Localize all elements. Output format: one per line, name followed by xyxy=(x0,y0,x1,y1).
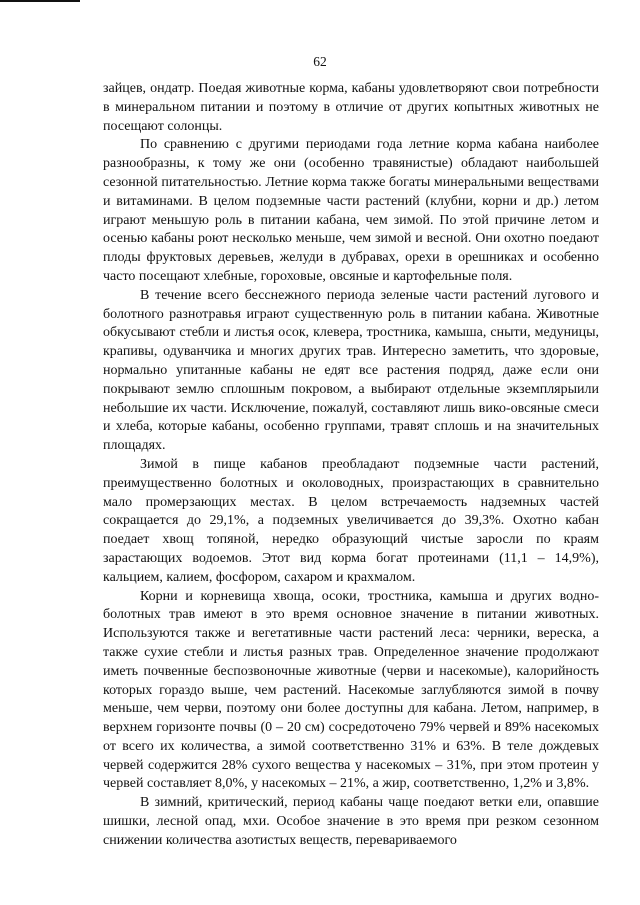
paragraph-6: В зимний, критический, период кабаны чаще поедают ветки ели, опавшие шишки, лесной опад, мхи. Особое значение в это время при резком сезонном снижении количества азотистых веществ, перевариваемого xyxy=(103,795,599,848)
page-body xyxy=(103,80,599,851)
paragraph-1: зайцев, ондатр. Поедая животные корма, кабаны удовлетворяют свои потребности в минеральном питании и поэтому в отличие от других копытных животных не посещают солонцы. xyxy=(103,81,599,134)
paragraph-3: В течение всего бесснежного периода зеленые части растений лугового и болотного разнотравья играют существенную роль в питании кабана. Животные обкусывают стебли и листья осок, клевера, тростника, камыша, сныти, медуницы, крапивы, одуванчика и многих других трав. Интересно заметить, что здоровые, нормально упитанные кабаны не едят все растения подряд, даже если они покрывают землю сплошным покровом, а выбирают отдельные экземплярыили небольшие их части. Исключение, пожалуй, составляют лишь вико-овсяные смеси и хлеба, которые кабаны, особенно группами, травят сплошь и на значительных площадях. xyxy=(103,287,599,454)
scan-edge-mark xyxy=(0,0,80,2)
paragraph-5: Корни и корневища хвоща, осоки, тростника, камыша и других водно-болотных трав имеют в это время основное значение в питании животных. Используются также и вегетативные части растений леса: черники, вереска, а также сухие стебли и листья разных трав. Определенное значение продолжают иметь почвенные беспозвоночные животные (черви и насекомые), калорийность которых гораздо выше, чем растений. Насекомые заглубляются зимой в почву меньше, чем черви, поэтому они более доступны для кабана. Летом, например, в верхнем горизонте почвы (0 – 20 см) сосредоточено 79% червей и 89% насекомых от всего их количества, а зимой соответственно 31% и 63%. В теле дождевых червей содержится 28% сухого вещества у насекомых – 31%, при этом протеин у червей составляет 8,0%, у насекомых – 21%, а жир, соответственно, 1,2% и 3,8%. xyxy=(103,588,599,792)
paragraph-4: Зимой в пище кабанов преобладают подземные части растений, преимущественно болотных и околоводных, произрастающих в сравнительно мало промерзающих местах. В целом встречаемость надземных частей сокращается до 29,1%, а подземных увеличивается до 39,3%. Охотно кабан поедает хвощ топяной, нередко образующий чистые заросли по краям зарастающих водоемов. Этот вид корма богат протеинами (11,1 – 14,9%), кальцием, калием, фосфором, сахаром и крахмалом. xyxy=(103,456,599,585)
page-number: 62 xyxy=(313,54,327,69)
paragraph-2: По сравнению с другими периодами года летние корма кабана наиболее разнообразны, к тому же они (особенно травянистые) обладают наибольшей сезонной питательностью. Летние корма также богаты минеральными веществами и витаминами. В целом подземные части растений (клубни, корни и др.) летом играют меньшую роль в питании кабана, чем зимой. По этой причине летом и осенью кабаны роют несколько меньше, чем зимой и весной. Они охотно поедают плоды фруктовых деревьев, желуди в дубравах, орехи в орешниках и особенно часто посещают хлебные, гороховые, овсяные и картофельные поля. xyxy=(103,137,599,284)
